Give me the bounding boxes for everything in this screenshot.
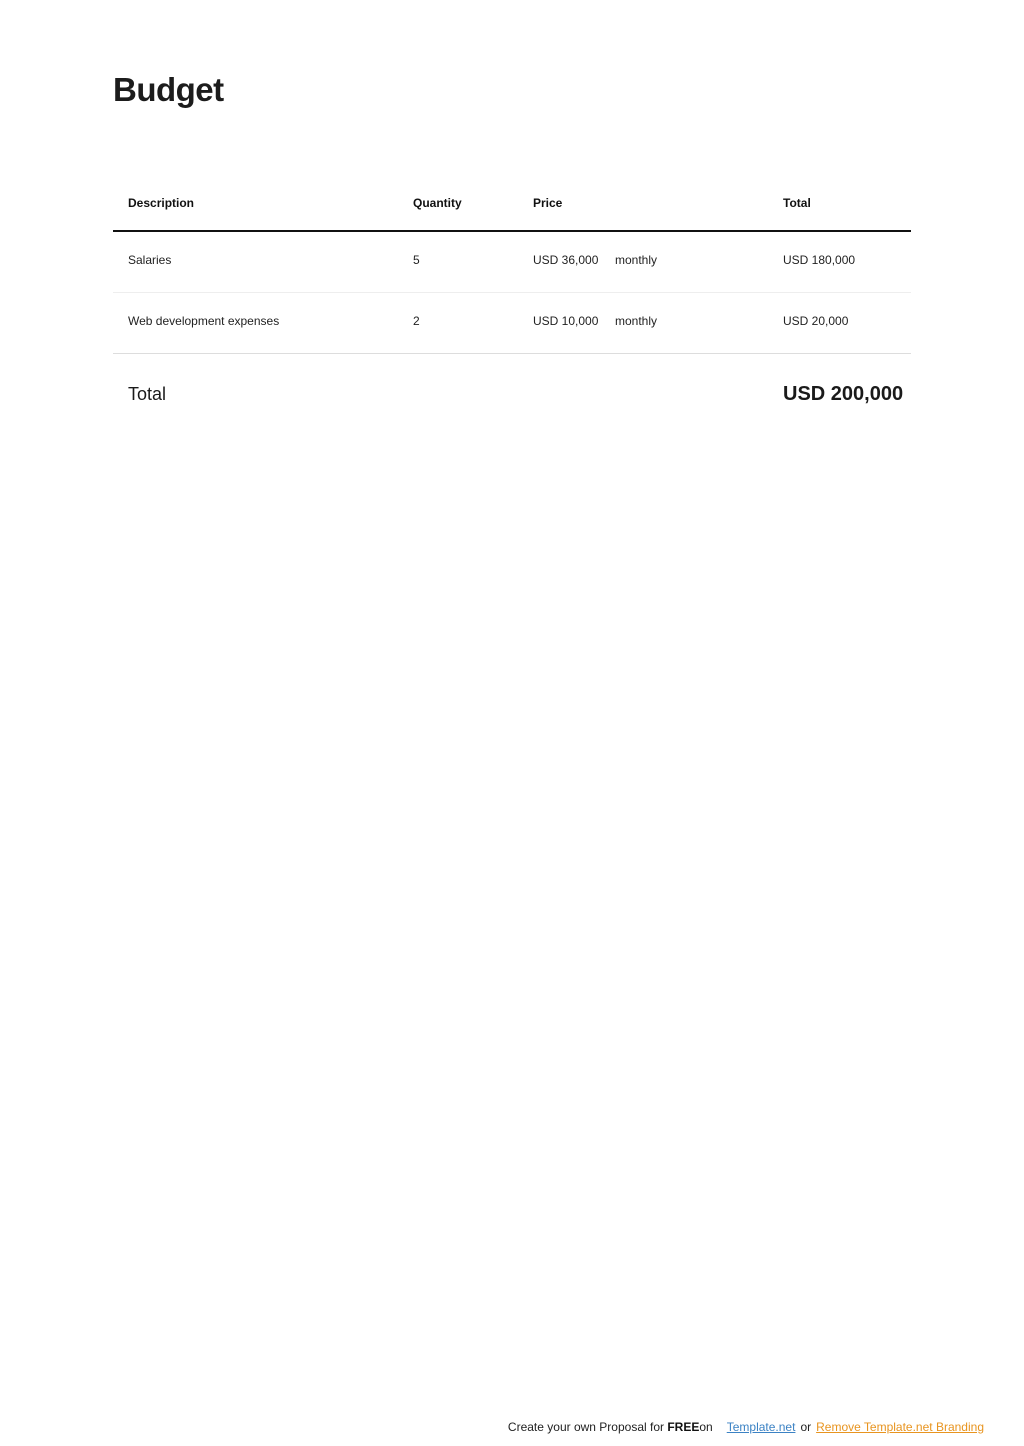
template-net-link[interactable]: Template.net (726, 1420, 796, 1434)
footer-prefix: Create your own Proposal for (507, 1420, 668, 1434)
budget-table (113, 172, 911, 434)
row-period: monthly (615, 253, 658, 267)
row-description: Salaries (128, 253, 172, 267)
row-total: USD 180,000 (783, 253, 856, 267)
header-description: Description (128, 196, 195, 210)
row-total: USD 20,000 (783, 314, 849, 328)
row-price: USD 36,000 (533, 253, 599, 267)
table-row (113, 232, 911, 293)
header-total: Total (783, 196, 811, 210)
page-title: Budget (113, 71, 224, 108)
total-value: USD 200,000 (783, 383, 904, 405)
table-header-row (113, 172, 911, 232)
remove-branding-link[interactable]: Remove Template.net Branding (816, 1420, 984, 1434)
row-quantity: 2 (413, 314, 420, 328)
total-row (113, 354, 911, 434)
footer-or: or (800, 1420, 812, 1434)
header-price: Price (533, 196, 563, 210)
row-price: USD 10,000 (533, 314, 599, 328)
footer-on: on (699, 1420, 713, 1434)
total-label: Total (128, 384, 167, 404)
footer-free: FREE (667, 1420, 700, 1434)
row-period: monthly (615, 314, 658, 328)
row-description: Web development expenses (128, 314, 280, 328)
header-quantity: Quantity (413, 196, 462, 210)
row-quantity: 5 (413, 253, 420, 267)
branding-footer (508, 1420, 984, 1434)
table-row (113, 293, 911, 354)
